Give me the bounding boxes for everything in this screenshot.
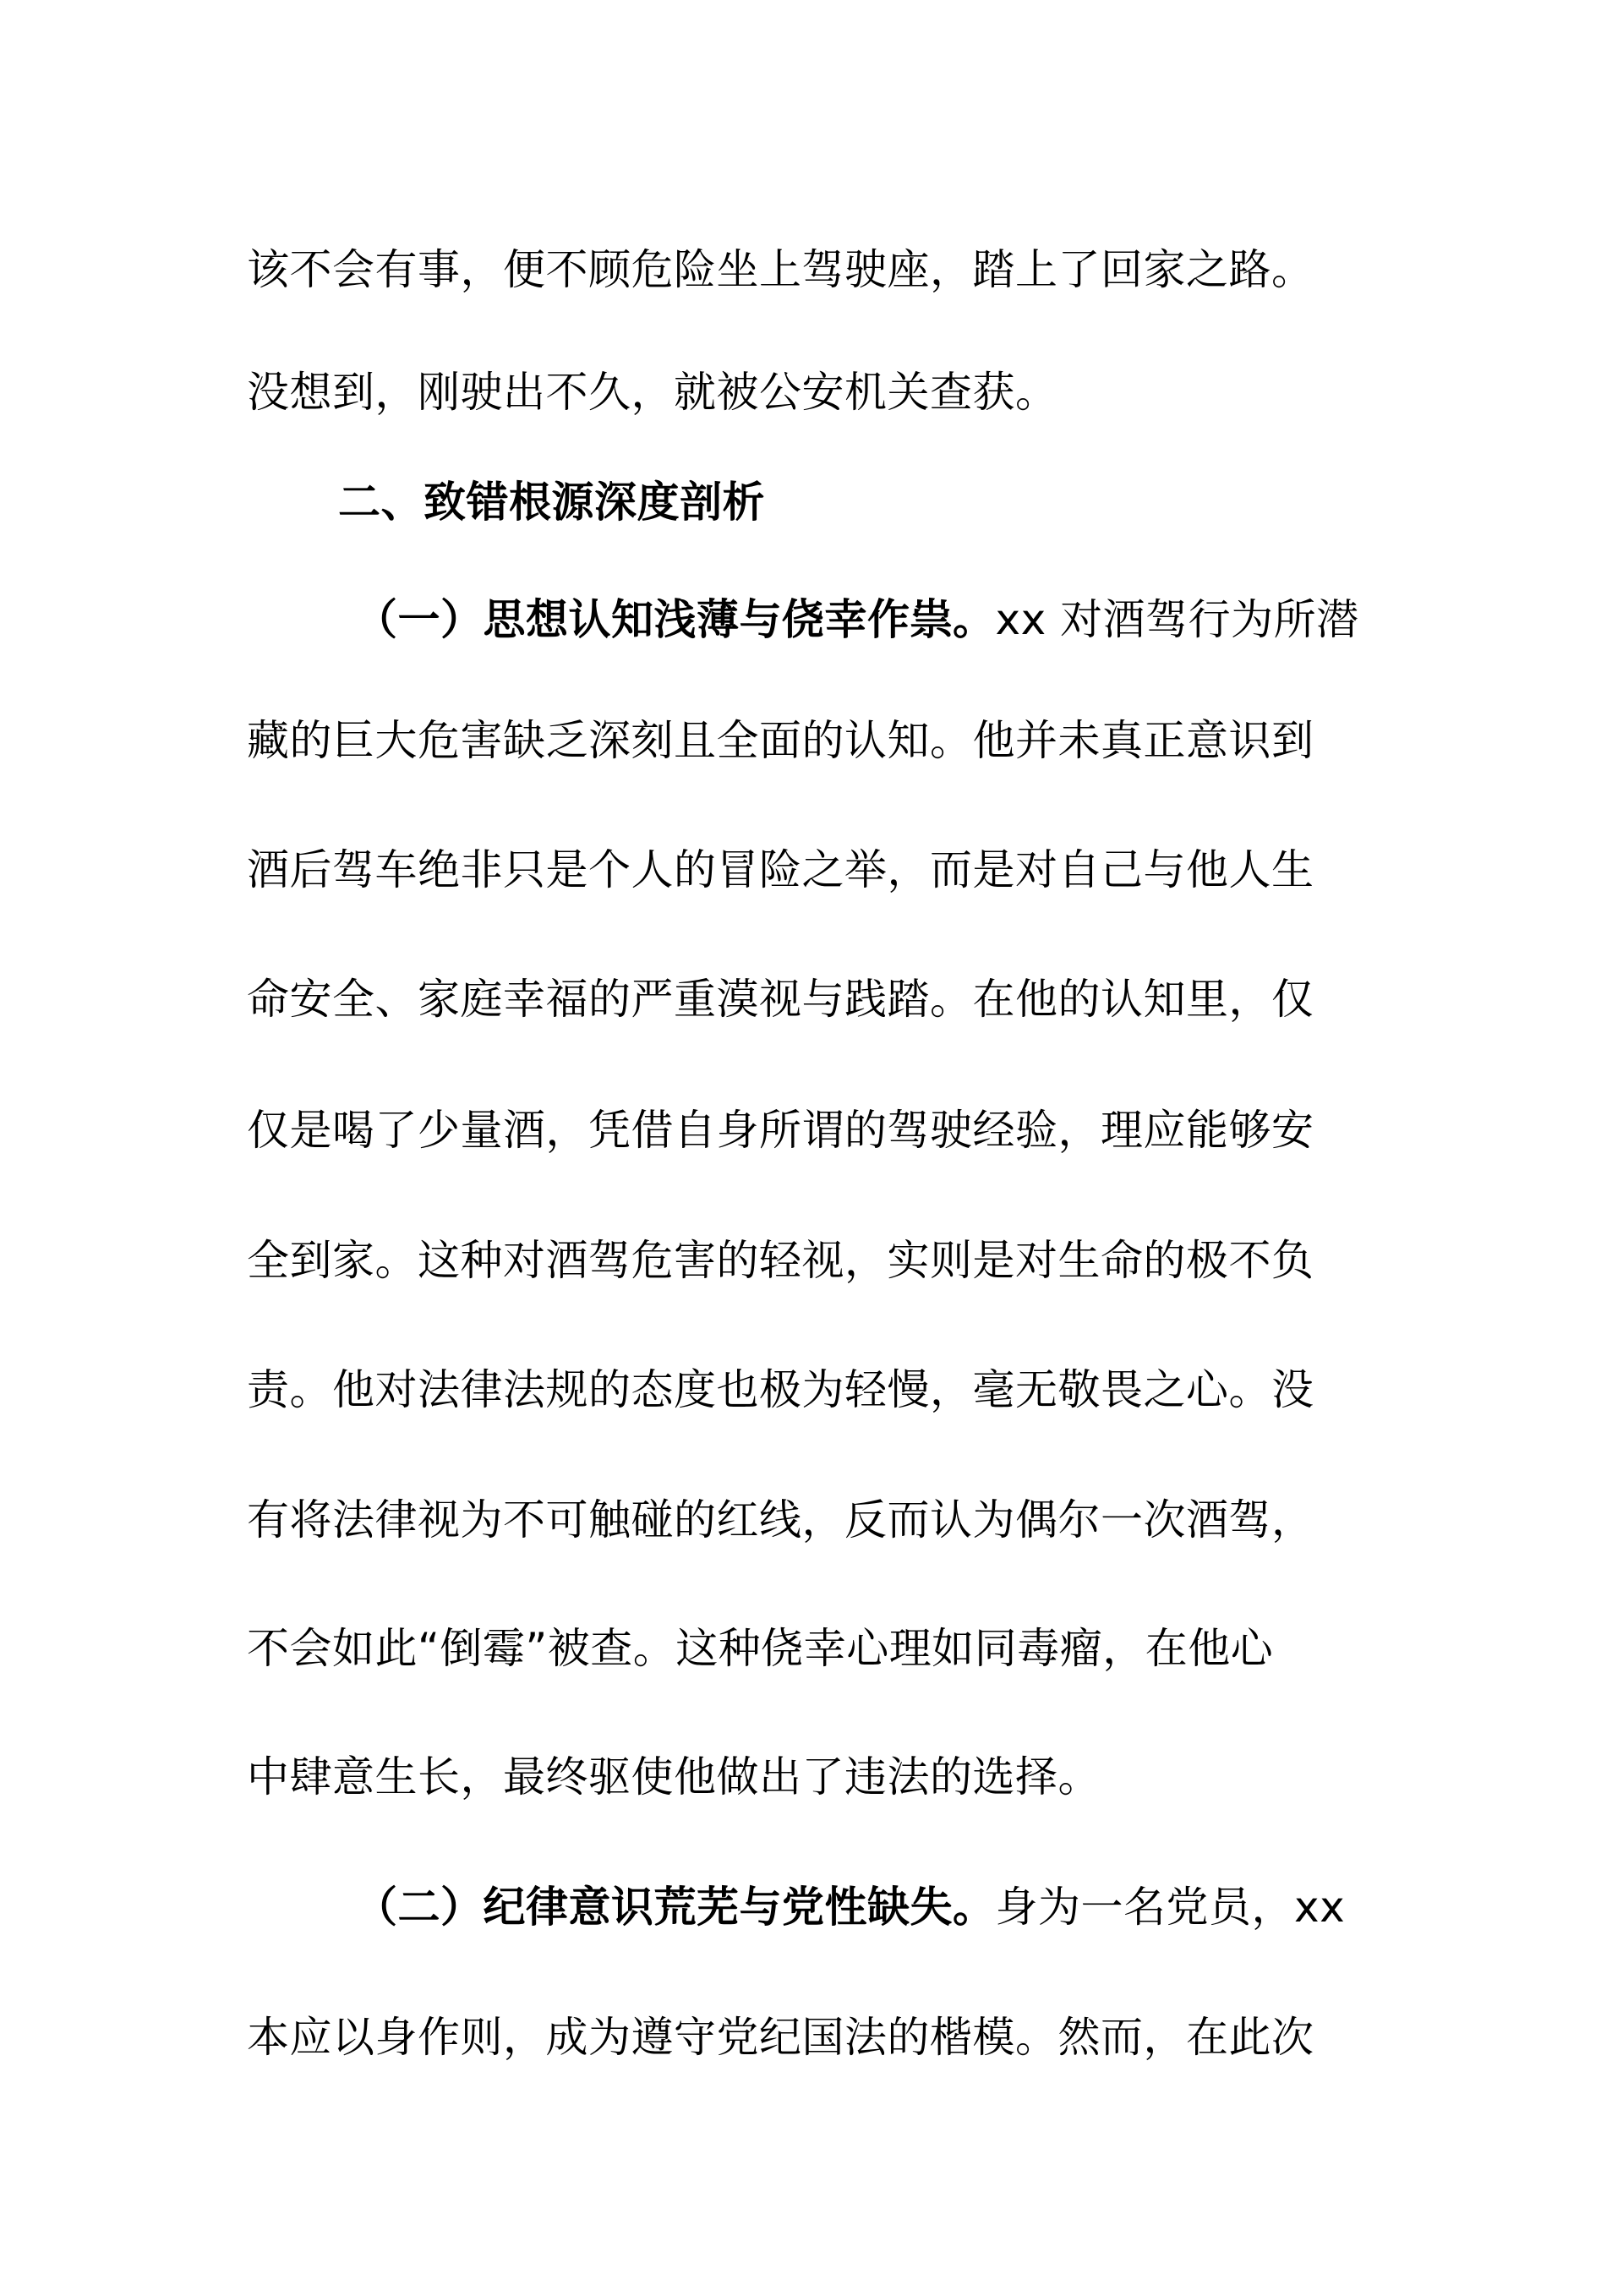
subsection-title: （二）纪律意识荒芜与党性缺失。: [355, 1883, 996, 1932]
paragraph-line-8: [247, 1230, 1396, 1291]
heading-text: 二、致错根源深度剖析: [338, 478, 765, 527]
paragraph-line-9: [247, 1359, 1396, 1420]
paragraph-line-12: [247, 1747, 1396, 1807]
line-text: 酒后驾车绝非只是个人的冒险之举，而是对自己与他人生: [247, 845, 1314, 894]
line-text: 责。他对法律法规的态度也极为轻慢，毫无敬畏之心。没: [247, 1365, 1314, 1414]
line-text: 不会如此“倒霉”被查。这种侥幸心理如同毒瘤，在他心: [247, 1624, 1274, 1673]
line-text: 藏的巨大危害缺乏深刻且全面的认知。他并未真正意识到: [247, 716, 1314, 765]
paragraph-line-10: [247, 1490, 1396, 1550]
paragraph-line-4: [247, 710, 1396, 771]
line-text: 没想到，刚驶出不久，就被公安机关查获。: [247, 368, 1058, 417]
paragraph-line-2: [247, 362, 1396, 423]
paragraph-line-1: [247, 239, 1396, 300]
paragraph-line-7: [247, 1100, 1396, 1161]
line-text: 本应以身作则，成为遵守党纪国法的楷模。然而，在此次: [247, 2013, 1314, 2062]
line-text: xx 对酒驾行为所潜: [995, 595, 1359, 644]
paragraph-line-5: [247, 839, 1396, 900]
subsection-title: （一）思想认知浅薄与侥幸作祟。: [355, 595, 996, 644]
paragraph-line-6: [247, 969, 1396, 1030]
line-text: 身为一名党员，xx: [995, 1883, 1346, 1932]
paragraph-line-14: [247, 2007, 1396, 2068]
subsection-line-2: [355, 1877, 1396, 1938]
paragraph-line-11: [247, 1618, 1396, 1679]
line-text: 中肆意生长，最终驱使他做出了违法的选择。: [247, 1752, 1101, 1801]
line-text: 仅是喝了少量酒，凭借自身所谓的驾驶经验，理应能够安: [247, 1106, 1314, 1155]
line-text: 全到家。这种对酒驾危害的轻视，实则是对生命的极不负: [247, 1236, 1314, 1285]
line-text: 该不会有事，便不顾危险坐上驾驶座，踏上了回家之路。: [247, 245, 1314, 294]
section-heading: [338, 472, 1488, 533]
subsection-line-1: [355, 589, 1396, 650]
line-text: 命安全、家庭幸福的严重漠视与践踏。在他的认知里，仅: [247, 975, 1314, 1024]
line-text: 有将法律视为不可触碰的红线，反而认为偶尔一次酒驾，: [247, 1495, 1314, 1544]
